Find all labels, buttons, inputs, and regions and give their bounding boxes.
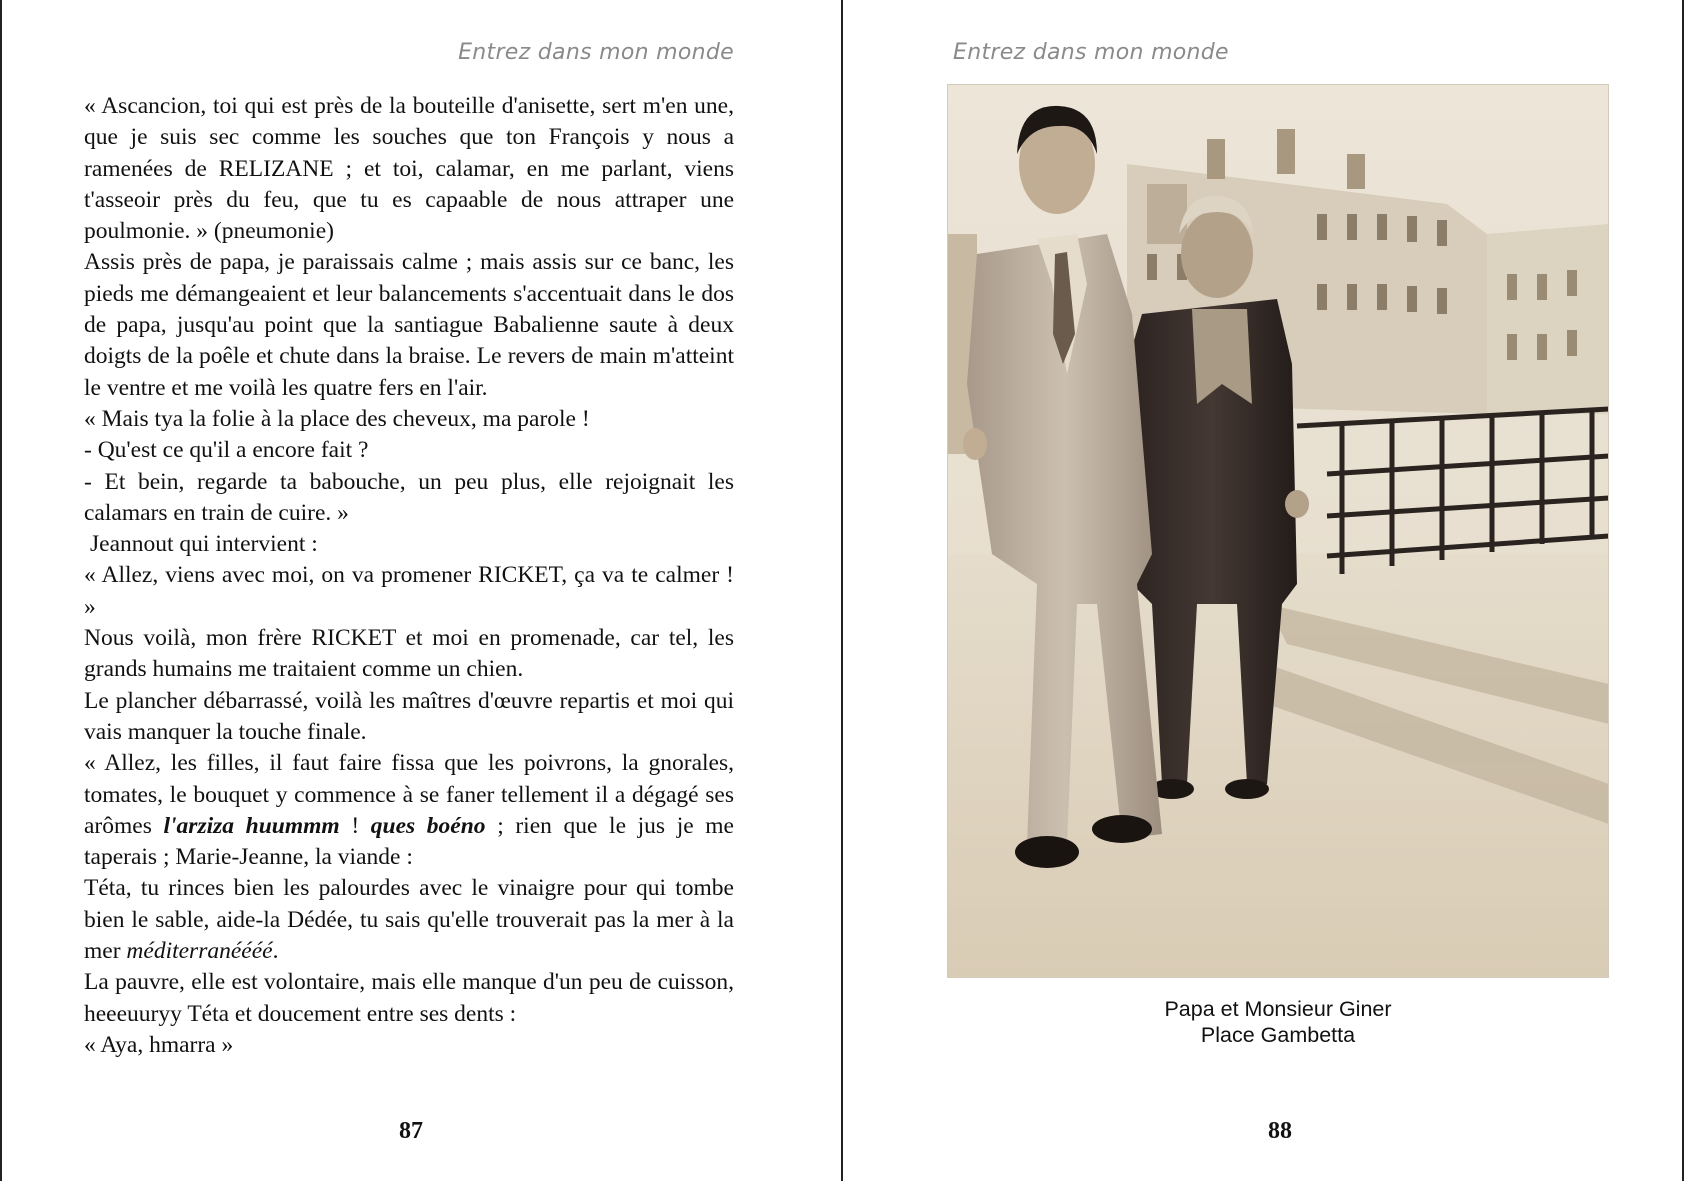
page-number-right: 88 xyxy=(1268,1118,1292,1144)
paragraph-7: « Allez, viens avec moi, on va promener RICKET, ça va te calmer ! » xyxy=(84,562,734,620)
emphasis-ques-boeno: ques boéno xyxy=(370,812,486,839)
running-header-right: Entrez dans mon monde xyxy=(953,40,1229,65)
caption-line-1: Papa et Monsieur Giner xyxy=(1164,997,1392,1021)
paragraph-6: Jeannout qui intervient : xyxy=(90,531,318,558)
paragraph-aya: « Aya, hmarra » xyxy=(84,1031,234,1058)
paragraph-4: - Qu'est ce qu'il a encore fait ? xyxy=(84,437,369,464)
paragraph-pauvre: La pauvre, elle est volontaire, mais elle manque d'un peu de cuisson, heeeuuryy Téta et doucement entre ses dents : xyxy=(84,969,734,1027)
emphasis-mediterranee: méditerranéééé xyxy=(126,938,273,965)
paragraph-9: Le plancher débarrassé, voilà les maîtres d'œuvre repartis et moi qui vais manquer la touche finale. xyxy=(84,687,734,745)
running-header-left: Entrez dans mon monde xyxy=(458,40,734,65)
paragraph-allez-start: « Allez, les filles, il faut faire fissa que les poivrons, la gnorales, tomates, le bouquet y commence à se faner tellement il a dégagé ses arômes xyxy=(84,750,734,839)
page-number-left: 87 xyxy=(399,1118,423,1144)
paragraph-1: « Ascancion, toi qui est près de la bouteille d'anisette, sert m'en une, que je suis sec comme les souches que ton François y nous a ramenées de RELIZANE ; et toi, calamar, en me parlant, viens t'asseoir près du feu, que tu es capaable de nous attraper une poulmonie. » (pneumonie) xyxy=(84,93,734,245)
paragraph-teta-start: Téta, tu rinces bien les palourdes avec le vinaigre pour qui tombe bien le sable, aide-la Dédée, tu sais qu'elle trouverait pas la mer à la mer xyxy=(84,875,734,965)
paragraph-2: Assis près de papa, je paraissais calme ; mais assis sur ce banc, les pieds me démangeaient et leur balancements s'accentuait dans le dos de papa, jusqu'au point que la santiague Babalienne saute à deux doigts de la poêle et chute dans la braise. Le revers de main m'atteint le ventre et me voilà les quatre fers en l'air. xyxy=(84,249,734,401)
paragraph-teta xyxy=(84,873,734,967)
emphasis-arziza: l'arziza huummm xyxy=(163,812,340,839)
photo-caption xyxy=(947,996,1609,1048)
paragraph-5: - Et bein, regarde ta babouche, un peu plus, elle rejoignait les calamars en train de cuire. » xyxy=(84,468,734,526)
paragraph-teta-end: . xyxy=(272,938,279,965)
paragraph-allez xyxy=(84,748,734,873)
caption-line-2: Place Gambetta xyxy=(1200,1023,1356,1047)
paragraph-allez-end: ; rien que le jus je me taperais ; Marie-Jeanne, la viande : xyxy=(84,812,734,871)
paragraph-allez-mid: ! xyxy=(339,812,371,839)
paragraph-3: « Mais tya la folie à la place des cheveux, ma parole ! xyxy=(84,405,590,432)
paragraph-8: Nous voilà, mon frère RICKET et moi en promenade, car tel, les grands humains me traitaient comme un chien. xyxy=(84,625,734,683)
photograph xyxy=(947,84,1609,978)
body-text xyxy=(84,91,734,1061)
page-right xyxy=(843,0,1684,1181)
